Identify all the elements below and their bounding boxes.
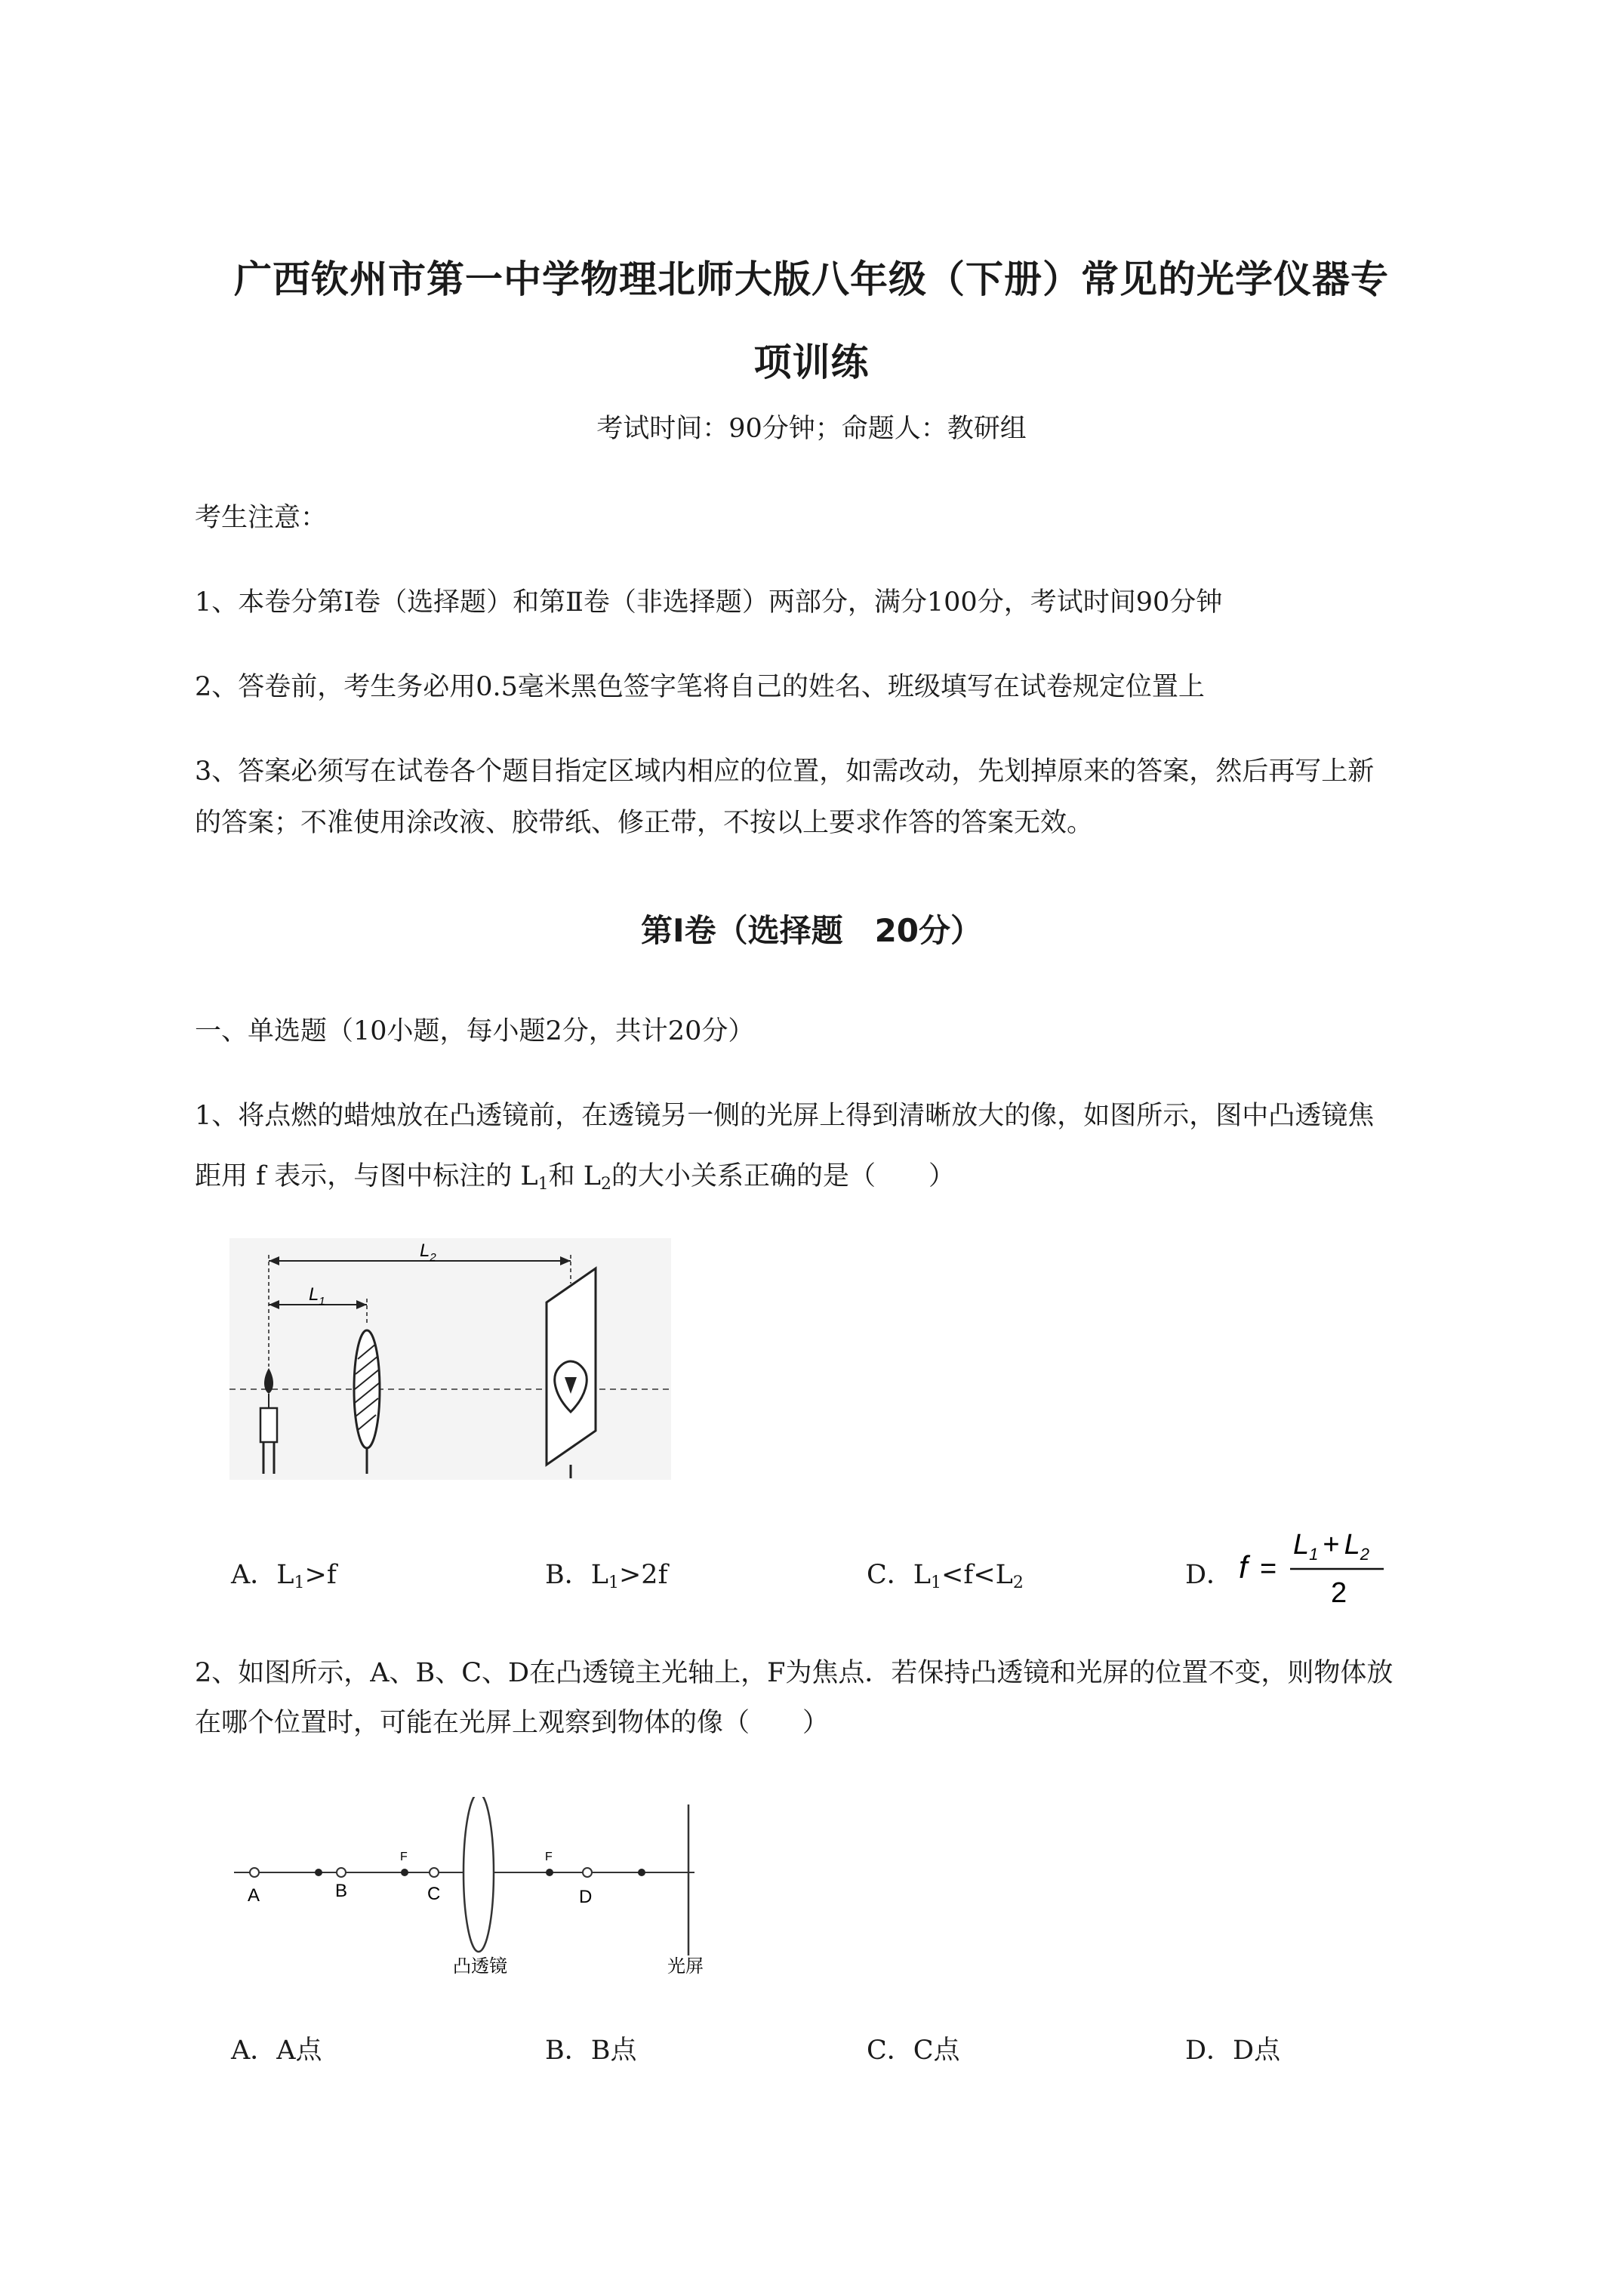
part-heading: 一、单选题（10小题，每小题2分，共计20分） <box>195 1016 755 1046</box>
option-sub: 1 <box>294 1573 305 1592</box>
point-d <box>583 1868 592 1877</box>
page-title-line2: 项训练 <box>753 341 870 384</box>
q1-text-part: 和 L <box>548 1161 601 1191</box>
notice-item-3-cont: 的答案；不准使用涂改液、胶带纸、修正带，不按以上要求作答的答案无效。 <box>195 808 1094 838</box>
label-a: A <box>248 1885 260 1906</box>
q2-text-line1: 2、如图所示，A、B、C、D在凸透镜主光轴上，F为焦点．若保持凸透镜和光屏的位置不变，则物体放 <box>195 1658 1394 1688</box>
focus-left <box>401 1869 408 1876</box>
convex-lens <box>354 1330 380 1448</box>
notice-item-2: 2、答卷前，考生务必用0.5毫米黑色签字笔将自己的姓名、班级填写在试卷规定位置上 <box>195 672 1205 702</box>
q1-text-part: 距用 f 表示，与图中标注的 L <box>195 1161 538 1191</box>
q2-figure <box>226 1797 710 1978</box>
q2-option-d[interactable]: D．D点 <box>1185 2036 1281 2066</box>
option-text: A．L <box>231 1560 294 1590</box>
option-text: >2f <box>618 1560 668 1590</box>
notice-heading: 考生注意： <box>195 503 328 533</box>
option-text: B．L <box>545 1560 608 1590</box>
lens-label: 凸透镜 <box>453 1956 507 1977</box>
q2-option-c[interactable]: C．C点 <box>867 2036 960 2066</box>
option-text: D． <box>1185 1560 1233 1590</box>
formula-equals: = <box>1260 1553 1277 1585</box>
dot-2f-left <box>315 1869 322 1876</box>
q1-text-part: 的大小关系正确的是（ ） <box>611 1161 955 1191</box>
q2-option-b[interactable]: B．B点 <box>545 2036 637 2066</box>
label-f-left: F <box>400 1851 408 1863</box>
q1-option-d[interactable] <box>1185 1554 1233 1592</box>
q1-option-d-formula <box>1234 1518 1400 1616</box>
page-title: 广西钦州市第一中学物理北师大版八年级（下册）常见的光学仪器专 <box>234 257 1389 301</box>
notice-item-3: 3、答案必须写在试卷各个题目指定区域内相应的位置，如需改动，先划掉原来的答案，然后再写上新 <box>195 757 1375 787</box>
q1-text-line1: 1、将点燃的蜡烛放在凸透镜前，在透镜另一侧的光屏上得到清晰放大的像，如图所示，图中凸透镜焦 <box>195 1101 1375 1131</box>
q2-option-a[interactable]: A．A点 <box>231 2036 322 2066</box>
q1-sub: 2 <box>600 1175 611 1194</box>
q2-text-line2: 在哪个位置时，可能在光屏上观察到物体的像（ ） <box>195 1708 830 1738</box>
q1-option-a[interactable] <box>231 1554 337 1592</box>
section-title: 第Ⅰ卷（选择题 20分） <box>640 912 983 949</box>
q1-figure <box>229 1238 671 1480</box>
label-c: C <box>427 1884 441 1904</box>
option-sub: 1 <box>931 1573 942 1592</box>
option-sub: 1 <box>608 1573 619 1592</box>
label-b: B <box>335 1881 348 1901</box>
screen-label: 光屏 <box>667 1956 704 1977</box>
label-d: D <box>579 1887 593 1907</box>
candle-body <box>260 1408 277 1442</box>
q1-option-c[interactable] <box>867 1554 1024 1592</box>
point-a <box>250 1868 259 1877</box>
option-text: >f <box>304 1560 337 1590</box>
q1-text-line2 <box>195 1155 955 1197</box>
L2-label: $L_2$ <box>420 1240 436 1264</box>
L1-label: $L_1$ <box>309 1284 325 1308</box>
q1-option-b[interactable] <box>545 1554 668 1592</box>
focus-right <box>546 1869 553 1876</box>
option-text: C．L <box>867 1560 932 1590</box>
option-sub: 2 <box>1012 1573 1024 1592</box>
point-b <box>337 1868 346 1877</box>
exam-info: 考试时间：90分钟；命题人：教研组 <box>596 414 1027 444</box>
formula-f: f <box>1239 1549 1248 1585</box>
q1-sub: 1 <box>537 1175 549 1194</box>
formula-numerator: $L_1 + L_2$ <box>1293 1529 1369 1564</box>
formula-denominator: 2 <box>1331 1577 1347 1609</box>
figure-background <box>229 1238 671 1480</box>
option-text: <f<L <box>941 1560 1013 1590</box>
label-f-right: F <box>545 1851 553 1863</box>
notice-item-1: 1、本卷分第Ⅰ卷（选择题）和第Ⅱ卷（非选择题）两部分，满分100分，考试时间90分钟 <box>195 587 1223 618</box>
dot-2f-right <box>638 1869 645 1876</box>
point-c <box>430 1868 439 1877</box>
